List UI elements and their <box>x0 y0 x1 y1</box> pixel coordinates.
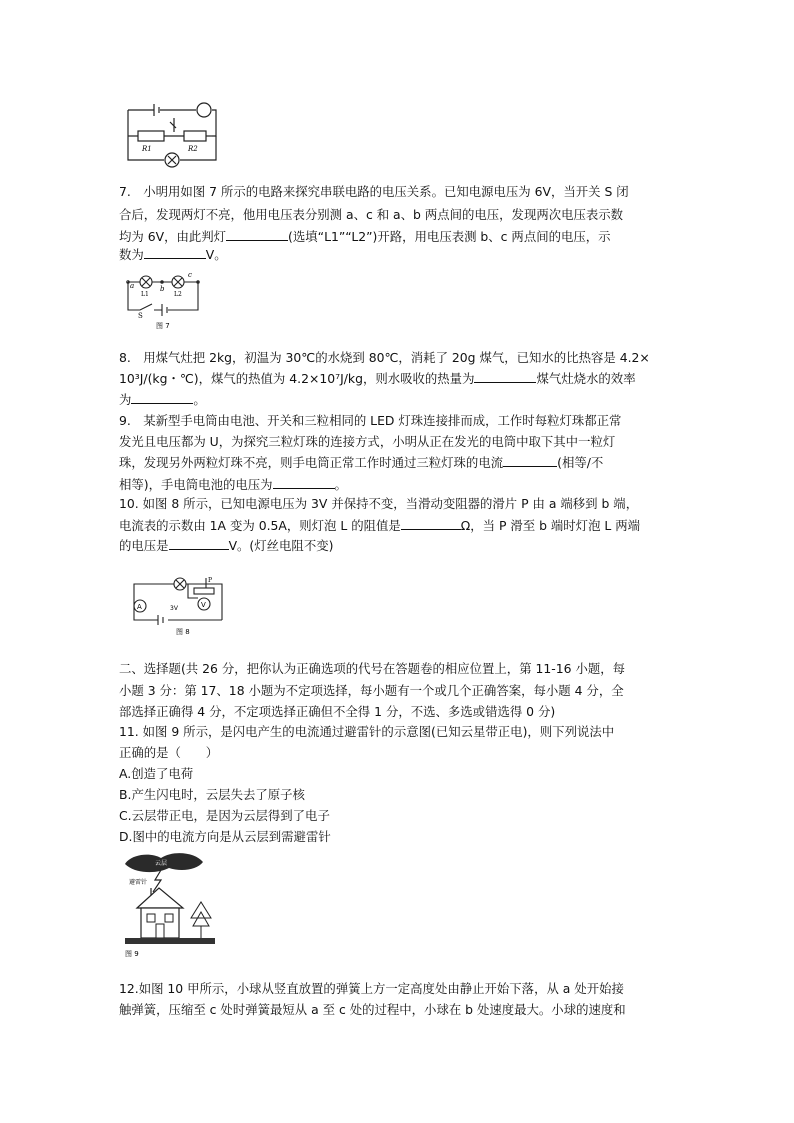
q12-line-2: 触弹簧，压缩至 c 处时弹簧最短从 a 至 c 处的过程中，小球在 b 处速度最大。小球的速度和 <box>119 1002 626 1017</box>
q7-line-3-a: 均为 6V，由此判灯 <box>119 229 227 244</box>
label-r2: R2 <box>188 145 198 153</box>
q7-line-1: 7. 小明用如图 7 所示的电路来探究串联电路的电压关系。已知电源电压为 6V，当开关 S 闭 <box>119 184 629 199</box>
q12-line-1: 12.如图 10 甲所示，小球从竖直放置的弹簧上方一定高度处由静止开始下落，从 a 处开始接 <box>119 981 624 996</box>
q7-line-4 <box>119 243 679 266</box>
figure-9-caption: 图 9 <box>125 950 139 958</box>
q11-option-c: C.云层带正电，是因为云层得到了电子 <box>119 808 330 823</box>
label-l1: L1 <box>141 291 149 298</box>
q11-line-2: 正确的是（ ） <box>119 745 219 760</box>
figure-9-lightning <box>121 850 217 960</box>
q10-line-3 <box>119 534 679 557</box>
q9-line-3 <box>119 451 679 474</box>
figure-8-circuit <box>126 572 226 638</box>
q8-line-3-a: 为 <box>119 392 132 407</box>
slider-label: P <box>208 577 213 584</box>
circuit-figure-top <box>124 98 220 168</box>
q10-line-1: 10. 如图 8 所示，已知电源电压为 3V 并保持不变，当滑动变阻器的滑片 P 由 a 端移到 b 端， <box>119 496 639 511</box>
q7-line-3-b: (选填“L1”“L2”)开路，用电压表测 b、c 两点间的电压，示 <box>288 229 611 244</box>
answer-blank[interactable] <box>169 535 229 550</box>
section-2-line-3: 部选择正确得 4 分，不定项选择正确但不全得 1 分，不选、多选或错选得 0 分) <box>119 704 556 719</box>
q11-option-b: B.产生闪电时，云层失去了原子核 <box>119 787 305 802</box>
q8-line-3-b: 。 <box>193 392 206 407</box>
q10-line-3-a: 的电压是 <box>119 538 169 553</box>
q11-option-a: A.创造了电荷 <box>119 766 194 781</box>
figure-7-circuit <box>122 268 208 332</box>
q10-line-2-b: Ω，当 P 滑至 b 端时灯泡 L 两端 <box>460 518 641 533</box>
answer-blank[interactable] <box>503 452 557 467</box>
q7-line-4-a: 数为 <box>119 247 144 262</box>
answer-blank[interactable] <box>273 474 335 489</box>
figure-8-caption: 图 8 <box>176 628 190 636</box>
voltage-label: 3V <box>170 605 178 612</box>
label-b: b <box>160 285 165 293</box>
label-r1: R1 <box>142 145 152 153</box>
q11-option-d: D.图中的电流方向是从云层到需避雷针 <box>119 829 331 844</box>
q8-line-2-b: 煤气灶烧水的效率 <box>536 371 636 386</box>
answer-blank[interactable] <box>401 515 461 530</box>
q9-line-4-b: 。 <box>334 477 347 492</box>
q11-line-1: 11. 如图 9 所示，是闪电产生的电流通过避雷针的示意图(已知云星带正电)，则下列说法中 <box>119 724 615 739</box>
ammeter-label: A <box>137 603 142 611</box>
voltmeter-label: V <box>201 601 206 609</box>
q9-line-1: 9. 某新型手电筒由电池、开关和三粒相同的 LED 灯珠连接排而成，工作时每粒灯珠都正常 <box>119 413 622 428</box>
q8-line-2 <box>119 367 679 390</box>
q8-line-1: 8. 用煤气灶把 2kg，初温为 30℃的水烧到 80℃，消耗了 20g 煤气，已知水的比热容是 4.2× <box>119 350 650 365</box>
figure-7-caption: 图 7 <box>156 322 170 330</box>
q10-line-3-b: V。(灯丝电阻不变) <box>228 538 334 553</box>
q9-line-3-b: (相等/不 <box>557 455 604 470</box>
q10-line-2-a: 电流表的示数由 1A 变为 0.5A，则灯泡 L 的阻值是 <box>119 518 401 533</box>
cloud-label: 云层 <box>155 860 168 867</box>
answer-blank[interactable] <box>131 389 193 404</box>
q8-line-2-a: 10³J/(kg・℃)，煤气的热值为 4.2×10⁷J/kg，则水吸收的热量为 <box>119 371 475 386</box>
q7-line-2: 合后，发现两灯不亮，他用电压表分别测 a、c 和 a、b 两点间的电压，发现两次电压表示数 <box>119 207 624 222</box>
label-a: a <box>130 282 135 290</box>
section-2-line-2: 小题 3 分：第 17、18 小题为不定项选择，每小题有一个或几个正确答案，每小题 4 分，全 <box>119 683 624 698</box>
label-l2: L2 <box>174 291 182 298</box>
label-s: S <box>138 312 143 320</box>
answer-blank[interactable] <box>144 244 206 259</box>
q8-line-3 <box>119 388 679 411</box>
section-2-line-1: 二、选择题(共 26 分，把你认为正确选项的代号在答题卷的相应位置上，第 11-16 小题，每 <box>119 661 626 676</box>
lightning-rod-label: 避雷针 <box>129 879 148 886</box>
q9-line-2: 发光且电压都为 U，为探究三粒灯珠的连接方式，小明从正在发光的电筒中取下其中一粒灯 <box>119 434 616 449</box>
label-c: c <box>188 271 192 279</box>
q9-line-4-a: 相等)，手电筒电池的电压为 <box>119 477 273 492</box>
q7-line-4-b: V。 <box>205 247 227 262</box>
answer-blank[interactable] <box>474 368 536 383</box>
q9-line-3-a: 珠，发现另外两粒灯珠不亮，则手电筒正常工作时通过三粒灯珠的电流 <box>119 455 504 470</box>
answer-blank[interactable] <box>226 226 288 241</box>
